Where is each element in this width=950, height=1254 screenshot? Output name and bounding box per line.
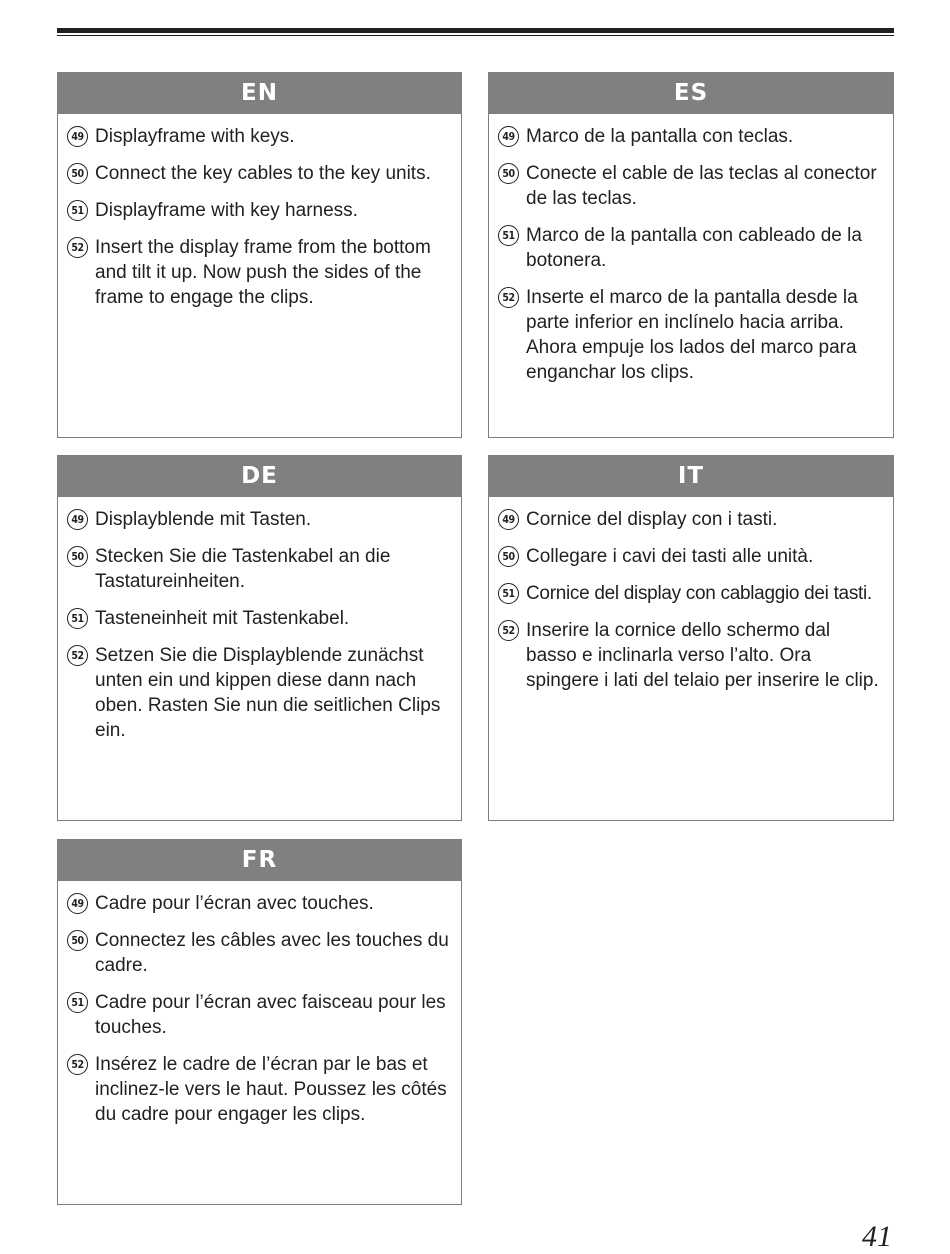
panel-it [488,455,894,821]
step-number-badge: 50 [67,930,88,951]
step-text: Displayframe with key harness. [95,200,358,221]
list-item [67,507,453,532]
step-text: Conecte el cable de las teclas al conector de las teclas. [526,163,877,209]
step-text: Inserire la cornice dello schermo dal basso e inclinarla verso l’alto. Ora spingere i lati del telaio per inserire le clip. [526,620,879,691]
step-text: Tasteneinheit mit Tastenkabel. [95,608,350,629]
list-item [67,235,453,310]
list-item [67,643,453,743]
list-item [67,928,453,978]
step-number-badge: 51 [498,225,519,246]
step-number-badge: 49 [67,126,88,147]
list-item [498,124,885,149]
list-item [67,544,453,594]
step-number-badge: 50 [67,163,88,184]
step-number-badge: 51 [498,583,519,604]
panel-it-header: IT [489,456,893,497]
step-number-badge: 50 [498,163,519,184]
list-item [498,618,885,693]
step-text: Connect the key cables to the key units. [95,163,431,184]
step-text: Collegare i cavi dei tasti alle unità. [526,546,814,567]
step-text: Inserte el marco de la pantalla desde la parte inferior en inclínelo hacia arriba. Ahora empuje los lados del marco para enganchar los clips. [526,287,858,383]
panel-de [57,455,462,821]
step-number-badge: 51 [67,200,88,221]
top-rule-thin [57,35,894,36]
step-number-badge: 50 [498,546,519,567]
list-item [498,507,885,532]
panel-de-body [58,497,461,743]
step-text: Cadre pour l’écran avec faisceau pour les touches. [95,992,446,1038]
list-item [67,198,453,223]
list-item [67,990,453,1040]
step-number-badge: 49 [498,509,519,530]
step-text: Setzen Sie die Displayblende zunächst unten ein und kippen diese dann nach oben. Rasten Sie nun die seitlichen Clips ein. [95,645,441,741]
step-text: Insérez le cadre de l’écran par le bas et inclinez-le vers le haut. Poussez les côtés du cadre pour engager les clips. [95,1054,447,1125]
panel-es-header: ES [489,73,893,114]
panel-it-body [489,497,893,693]
step-text: Cadre pour l’écran avec touches. [95,893,374,914]
step-text: Marco de la pantalla con teclas. [526,126,794,147]
list-item [498,544,885,569]
panel-fr-header: FR [58,840,461,881]
panel-en [57,72,462,438]
step-number-badge: 49 [67,893,88,914]
step-text: Displayframe with keys. [95,126,295,147]
panel-en-header: EN [58,73,461,114]
step-number-badge: 49 [498,126,519,147]
panel-es [488,72,894,438]
step-number-badge: 49 [67,509,88,530]
step-text: Cornice del display con cablaggio dei tasti. [526,583,872,604]
panel-fr [57,839,462,1205]
step-number-badge: 52 [67,237,88,258]
step-number-badge: 51 [67,608,88,629]
step-number-badge: 51 [67,992,88,1013]
list-item [67,1052,453,1127]
panel-de-header: DE [58,456,461,497]
list-item [67,891,453,916]
list-item [498,223,885,273]
panel-fr-body [58,881,461,1127]
list-item [498,161,885,211]
step-number-badge: 52 [67,645,88,666]
panel-en-body [58,114,461,310]
page-number: 41 [862,1220,892,1253]
step-number-badge: 52 [498,620,519,641]
list-item [67,124,453,149]
top-rule-thick [57,28,894,33]
step-text: Insert the display frame from the bottom and tilt it up. Now push the sides of the frame to engage the clips. [95,237,431,308]
panel-es-body [489,114,893,385]
list-item [67,161,453,186]
step-text: Stecken Sie die Tastenkabel an die Tastatureinheiten. [95,546,391,592]
list-item [498,581,885,606]
step-text: Marco de la pantalla con cableado de la botonera. [526,225,862,271]
step-number-badge: 52 [498,287,519,308]
list-item [67,606,453,631]
step-text: Cornice del display con i tasti. [526,509,778,530]
step-number-badge: 52 [67,1054,88,1075]
step-text: Displayblende mit Tasten. [95,509,312,530]
list-item [498,285,885,385]
step-text: Connectez les câbles avec les touches du cadre. [95,930,449,976]
step-number-badge: 50 [67,546,88,567]
